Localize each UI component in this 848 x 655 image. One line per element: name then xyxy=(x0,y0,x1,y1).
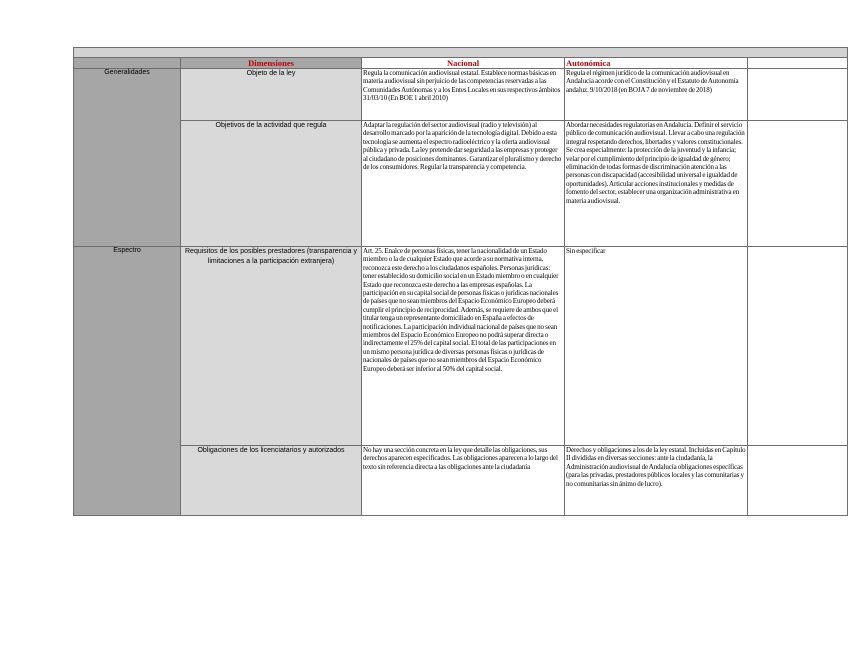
header-autonomica: Autonómica xyxy=(565,58,748,69)
nacional-cell: No hay una sección concreta en la ley que detalle las obligaciones, sus derechos aparecen especificados. Las obligaciones aparecen a lo largo del texto sin referencia directa a las obligaciones ante la ciudadanía xyxy=(362,446,565,516)
dimension-cell: Requisitos de los posibles prestadores (transparencia y limitaciones a la participación extranjera) xyxy=(181,247,362,446)
table-row xyxy=(74,69,848,121)
comparison-table xyxy=(73,47,848,516)
header-extra-cell xyxy=(748,58,848,69)
autonomica-cell: Regula el régimen jurídico de la comunicación audiovisual en Andalucía acorde con el Constitución y el Estatuto de Autonomía andaluz. 9/10/2018 (en BOJA 7 de noviembre de 2018) xyxy=(565,69,748,121)
group-espectro: Espectro xyxy=(74,247,181,516)
header-row xyxy=(74,58,848,69)
dimension-cell: Obligaciones de los licenciatarios y autorizados xyxy=(181,446,362,516)
nacional-cell: Regula la comunicación audiovisual estatal. Establece normas básicas en materia audiovisual sin perjuicio de las competencias reservadas a las Comunidades Autónomas y a los Entes Locales en sus respectivos ámbitos 31/03/10 (En BOE 1 abril 2010) xyxy=(362,69,565,121)
extra-cell xyxy=(748,247,848,446)
table-row xyxy=(74,247,848,446)
dimension-cell: Objeto de la ley xyxy=(181,69,362,121)
extra-cell xyxy=(748,69,848,121)
header-blank-cell xyxy=(74,58,181,69)
extra-cell xyxy=(748,446,848,516)
nacional-cell: Adaptar la regulación del sector audiovisual (radio y televisión) al desarrollo marcado por la aparición de la tecnología digital. Debido a esta tecnología se aumenta el espectro radioeléctrico y la oferta audiovisual pública y privada. La ley pretende dar seguridad a las empresas y proteger al ciudadano de posiciones dominantes. Garantizar el pluralismo y derecho de los consumidores. Regular la transparencia y competencia. xyxy=(362,121,565,247)
dimension-cell: Objetivos de la actividad que regula xyxy=(181,121,362,247)
autonomica-cell: Abordar necesidades regulatorias en Andalucía. Definir el servicio público de comunicación audiovisual. Llevar a cabo una regulación integral respetando derechos, libertades y valores constitucionales. Se crea especialmente: la protección de la juventud y la infancia; velar por el cumplimiento del principio de igualdad de género; eliminación de todas formas de discriminación atención a las personas con discapacidad (accesibilidad universal e igualdad de oportunidades). Articular acciones institucionales y medidas de fomento del sector, establecer una organización administrativa en materia audiovisual. xyxy=(565,121,748,247)
nacional-cell: Art. 25. Enalce de personas físicas, tener la nacionalidad de un Estado miembro o la de cualquier Estado que acorde a su normativa interna, reconozca este derecho a los ciudadanos españoles. Personas jurídicas: tener establecido su domicilio social en un Estado miembro o en cualquier Estado que reconozca este derecho a las empresas españolas. La participación en su capital social de personas físicas o jurídicas nacionales de países que no sean miembros del Espacio Económico Europeo deberá cumplir el principio de reciprocidad. Además, se requiere de ambos que el titular tenga un representante domiciliado en España a efectos de notificaciones. La participación individual nacional de países que no sean miembros del Espacio Económico Europeo no podrá superar directa o indirectamente el 25% del capital social. El total de las participaciones en un mismo persona jurídica de diversas personas físicas o jurídicas de nacionales de países que no sean miembros del Espacio Económico Europeo deberá ser inferior al 50% del capital social. xyxy=(362,247,565,446)
extra-cell xyxy=(748,121,848,247)
top-band xyxy=(74,48,848,58)
autonomica-cell: Sin especificar xyxy=(565,247,748,446)
header-nacional: Nacional xyxy=(362,58,565,69)
header-dimensiones: Dimensiones xyxy=(181,58,362,69)
top-band-row xyxy=(74,48,848,58)
table-row xyxy=(74,446,848,516)
group-generalidades: Generalidades xyxy=(74,69,181,247)
table-row xyxy=(74,121,848,247)
autonomica-cell: Derechos y obligaciones a los de la ley estatal. Incluidas en Capítulo II divididas en diversas secciones: ante la ciudadanía, la Administración audiovisual de Andalucía obligaciones específicas (para las privadas, prestadores públicos locales y las comunitarias y no comunitarias sin ánimo de lucro). xyxy=(565,446,748,516)
